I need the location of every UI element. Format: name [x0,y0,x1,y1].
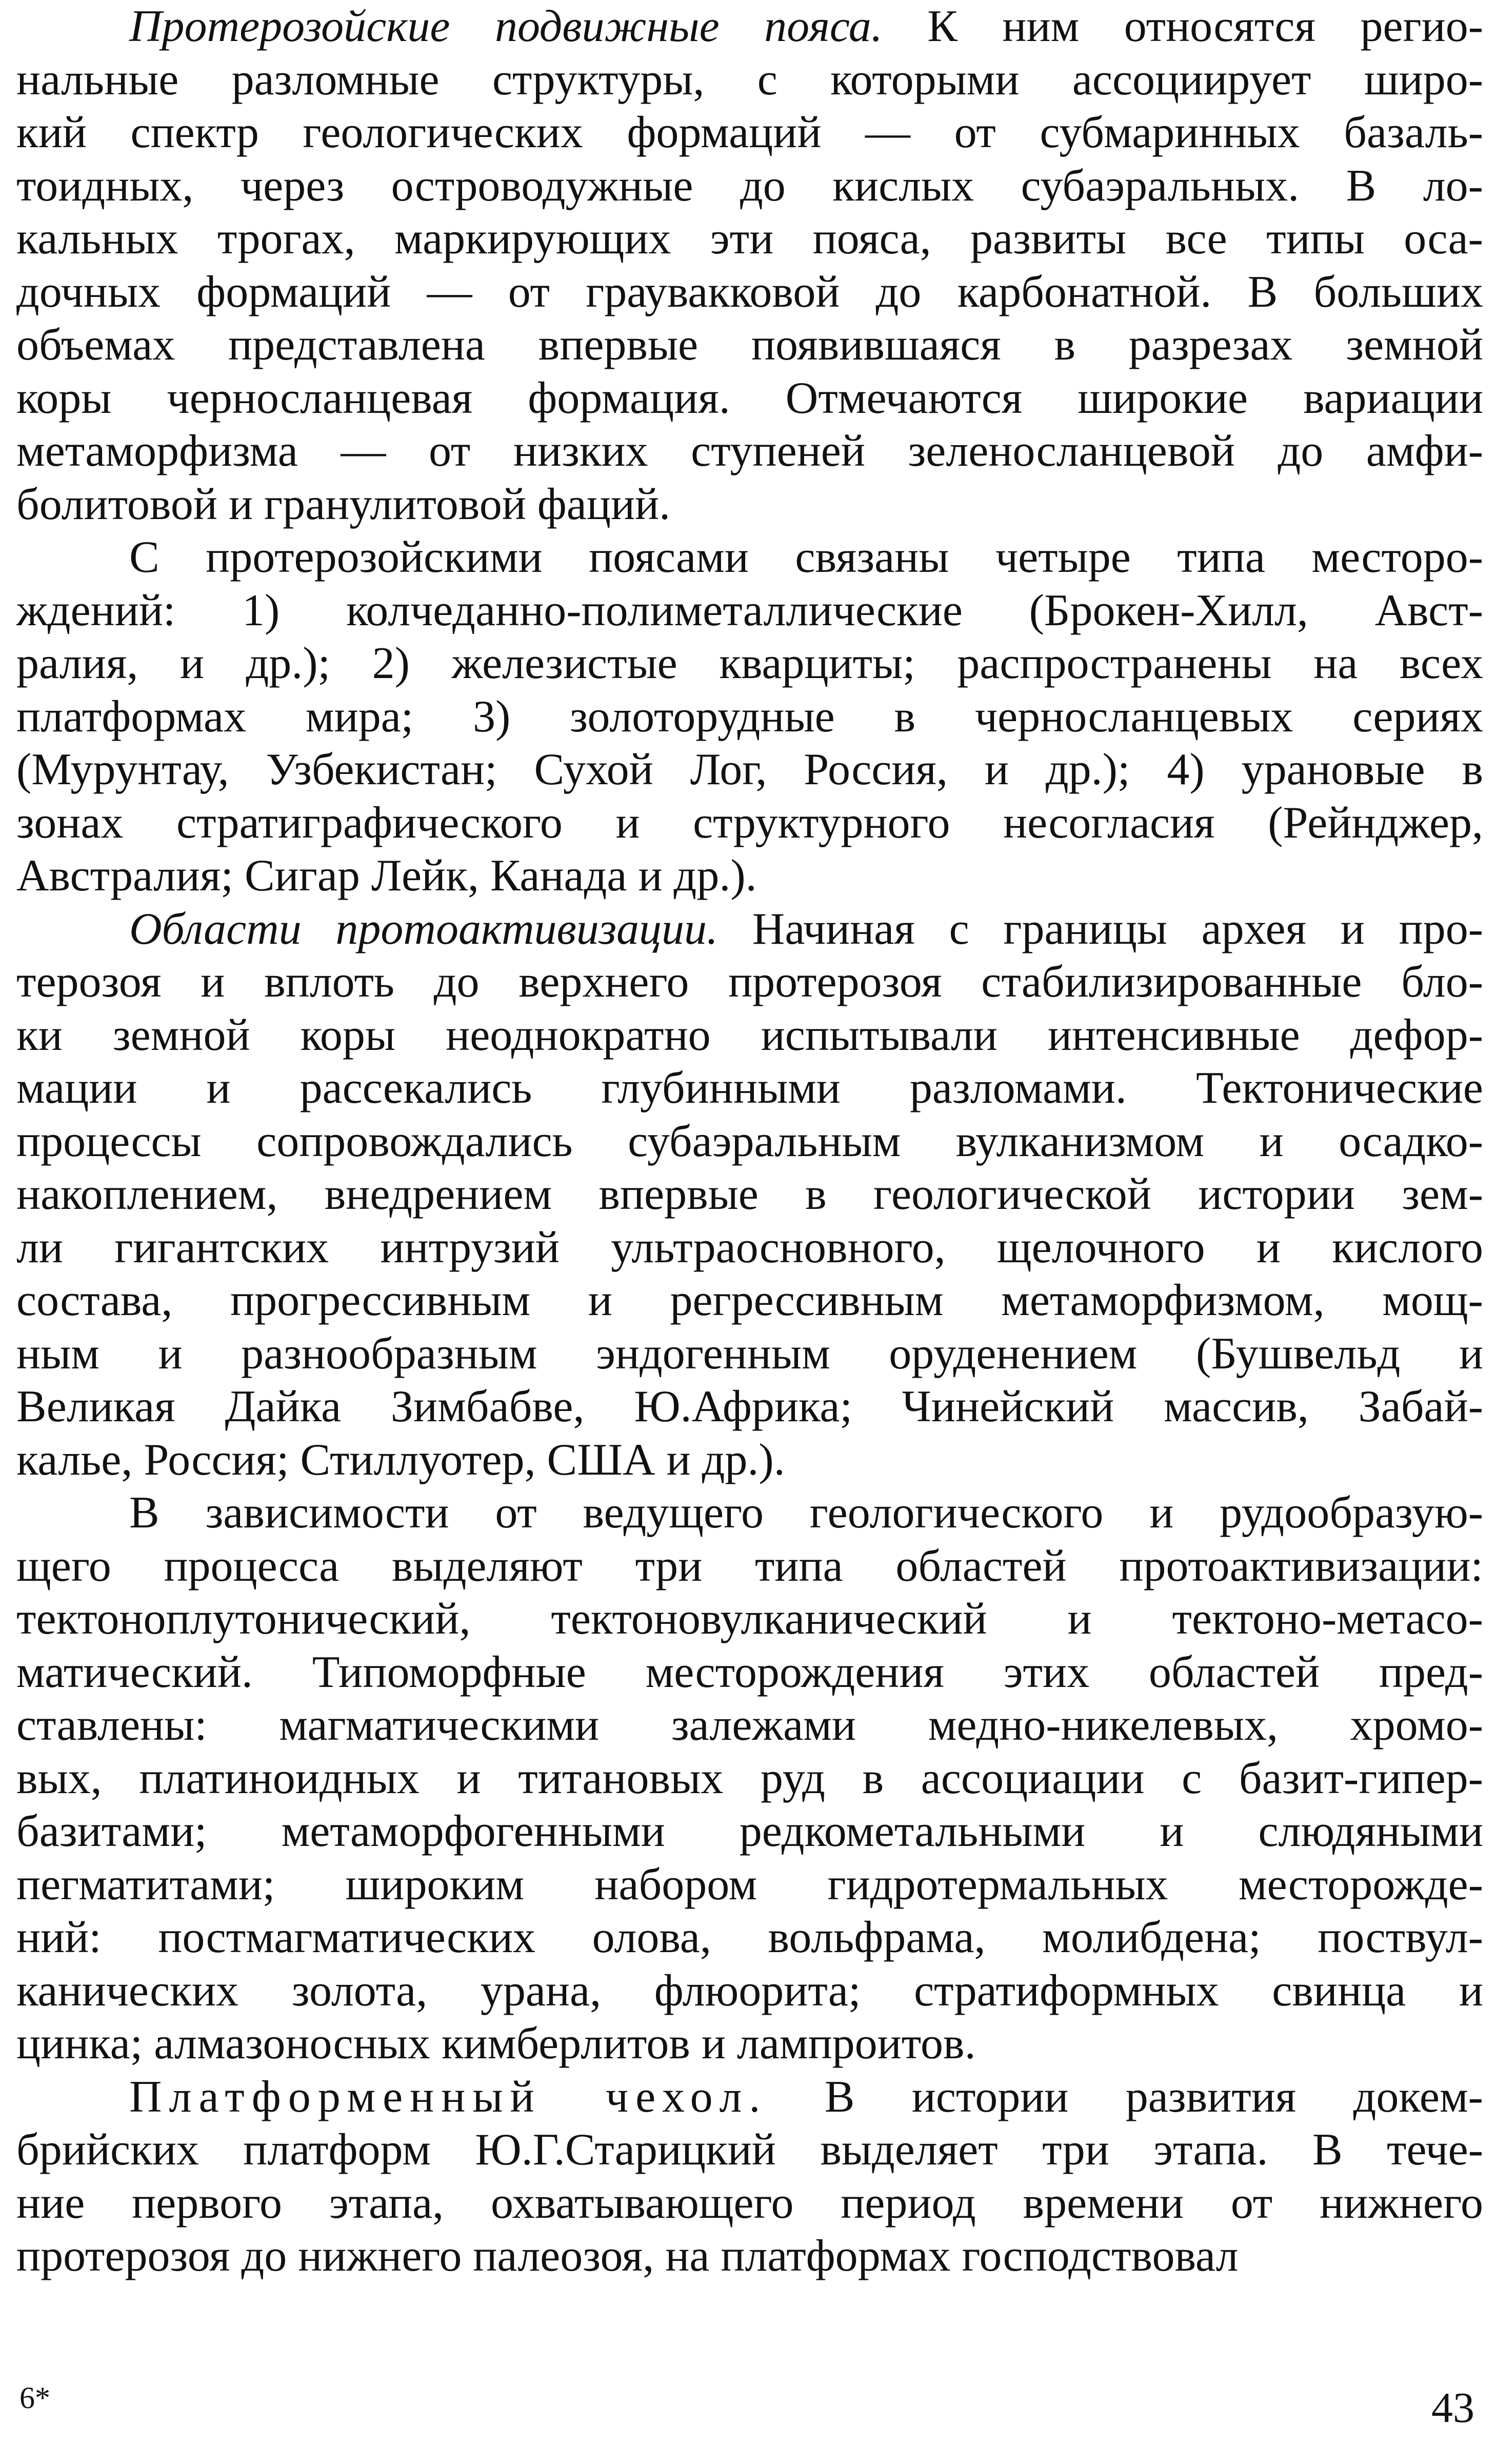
text-line [16,637,1483,690]
paragraph-lead: Области протоактивизации. [129,904,719,954]
line-text: процессы сопровождались субаэральным вулканизмом и осадко- [16,1116,1483,1166]
text-line [16,1858,1483,1912]
line-text: мации и рассекались глубинными разломами. Тектонические [16,1063,1483,1113]
text-line [16,1964,1483,2018]
line-text: базитами; метаморфогенными редкометальными и слюдяными [16,1806,1483,1856]
text-line [16,1274,1483,1327]
text-line [16,903,1483,956]
paragraph-lead: Платформенный чехол. [129,2072,768,2122]
line-text: протерозоя до нижнего палеозоя, на платформах господствовал [16,2231,1239,2281]
text-line [16,1752,1483,1805]
text-line [16,1646,1483,1699]
line-text: вых, платиноидных и титановых руд в ассоциации с базит-гипер- [16,1753,1483,1803]
line-text: коры черносланцевая формация. Отмечаются широкие вариации [16,373,1483,423]
line-text: ным и разнообразным эндогенным оруденением (Бушвельд и [16,1328,1483,1379]
text-line [16,849,1483,903]
line-text: ние первого этапа, охватывающего период времени от нижнего [16,2178,1483,2228]
line-text: Начиная с границы архея и про- [718,904,1484,954]
text-line [16,531,1483,584]
line-text: тектоноплутонический, тектоновулканический и тектоно-метасо- [16,1594,1483,1644]
line-text: К ним относятся регио- [882,2,1483,51]
line-text: В истории развития докем- [767,2072,1483,2122]
line-text: дочных формаций — от граувакковой до карбонатной. В больших [16,267,1483,317]
line-text: В зависимости от ведущего геологического и рудообразую- [129,1488,1483,1538]
text-line [16,2071,1483,2124]
text-line [16,1540,1483,1593]
text-line [16,478,1483,531]
line-text: накоплением, внедрением впервые в геологической истории зем- [16,1169,1483,1219]
text-line [16,1911,1483,1964]
body-text [16,0,1483,2283]
paragraph [16,531,1483,903]
line-text: (Мурунтау, Узбекистан; Сухой Лог, Россия, и др.); 4) урановые в [16,745,1483,794]
paragraph [16,903,1483,1487]
text-line [16,106,1483,160]
paragraph [16,0,1483,531]
text-line [16,1805,1483,1858]
text-line [16,1593,1483,1646]
text-line [16,690,1483,744]
text-line [16,0,1483,53]
line-text: ждений: 1) колчеданно-полиметаллические (Брокен-Хилл, Авст- [16,585,1483,635]
text-line [16,1327,1483,1381]
line-text: метаморфизма — от низких ступеней зеленосланцевой до амфи- [16,426,1483,476]
text-line [16,266,1483,319]
text-line [16,1168,1483,1221]
line-text: пегматитами; широким набором гидротермальных месторожде- [16,1859,1483,1910]
paragraph [16,2071,1483,2283]
text-line [16,319,1483,372]
text-line [16,2017,1483,2071]
line-text: ли гигантских интрузий ультраосновного, щелочного и кислого [16,1222,1483,1273]
text-line [16,1434,1483,1487]
text-line [16,1699,1483,1752]
page-number: 43 [1431,2384,1474,2432]
line-text: кий спектр геологических формаций — от субмаринных базаль- [16,108,1483,157]
line-text: калье, Россия; Стиллуотер, США и др.). [16,1435,785,1485]
line-text: ставлены: магматическими залежами медно-никелевых, хромо- [16,1700,1483,1750]
text-line [16,1486,1483,1540]
text-line [16,2230,1483,2283]
signature-mark: 6* [19,2381,50,2415]
text-line [16,1009,1483,1062]
text-line [16,372,1483,425]
line-text: тоидных, через островодужные до кислых субаэральных. В ло- [16,161,1483,211]
line-text: канических золота, урана, флюорита; стратиформных свинца и [16,1965,1483,2016]
text-line [16,743,1483,797]
text-line [16,1115,1483,1168]
text-line [16,212,1483,266]
text-line [16,2177,1483,2230]
text-line [16,425,1483,478]
line-text: ралия, и др.); 2) железистые кварциты; распространены на всех [16,639,1483,688]
line-text: Австралия; Сигар Лейк, Канада и др.). [16,851,757,901]
line-text: С протерозойскими поясами связаны четыре типа месторо- [129,532,1483,582]
line-text: терозоя и вплоть до верхнего протерозоя стабилизированные бло- [16,957,1483,1007]
line-text: объемах представлена впервые появившаяся в разрезах земной [16,320,1483,370]
text-line [16,797,1483,850]
text-line [16,2123,1483,2177]
text-line [16,53,1483,107]
line-text: кальных трогах, маркирующих эти пояса, развиты все типы оса- [16,214,1483,264]
line-text: щего процесса выделяют три типа областей протоактивизации: [16,1541,1483,1591]
line-text: цинка; алмазоносных кимберлитов и лампроитов. [16,2019,976,2069]
text-line [16,160,1483,213]
text-line [16,1221,1483,1275]
line-text: болитовой и гранулитовой фаций. [16,479,671,529]
text-line [16,956,1483,1009]
line-text: ки земной коры неоднократно испытывали интенсивные дефор- [16,1010,1483,1060]
line-text: состава, прогрессивным и регрессивным метаморфизмом, мощ- [16,1276,1483,1325]
text-line [16,1062,1483,1115]
line-text: зонах стратиграфического и структурного несогласия (Рейнджер, [16,798,1483,848]
line-text: платформах мира; 3) золоторудные в черносланцевых сериях [16,691,1483,742]
text-line [16,584,1483,638]
line-text: брийских платформ Ю.Г.Старицкий выделяет три этапа. В тече- [16,2125,1483,2175]
paragraph-lead: Протерозойские подвижные пояса. [129,2,883,51]
line-text: ний: постмагматических олова, вольфрама, молибдена; поствул- [16,1913,1483,1962]
line-text: нальные разломные структуры, с которыми ассоциирует широ- [16,54,1483,105]
line-text: Великая Дайка Зимбабве, Ю.Африка; Чинейский массив, Забай- [16,1382,1483,1432]
line-text: матический. Типоморфные месторождения этих областей пред- [16,1647,1483,1697]
text-line [16,1380,1483,1434]
paragraph [16,1486,1483,2071]
